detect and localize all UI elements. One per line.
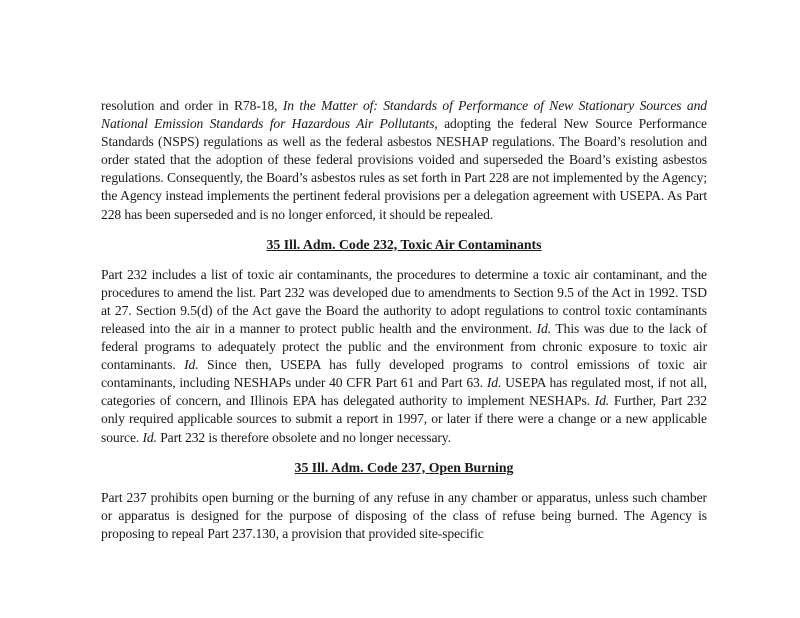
paragraph-text: This was due to the lack of federal programs to adequately protect the public and the environment from chronic exposure to toxic air contaminants. <box>101 320 707 373</box>
section-heading-part-232: 35 Ill. Adm. Code 232, Toxic Air Contaminants <box>266 236 542 252</box>
paragraph-text: Part 232 is therefore obsolete and no longer necessary. <box>156 429 451 445</box>
paragraph-part-228 <box>101 97 707 224</box>
document-body <box>101 97 707 543</box>
section-heading-part-237: 35 Ill. Adm. Code 237, Open Burning <box>294 459 514 475</box>
id-citation: Id. <box>536 320 552 336</box>
paragraph-part-237 <box>101 489 707 543</box>
id-citation: Id. <box>184 357 199 373</box>
case-title-citation: In the Matter of: Standards of Performance of New Stationary Sources and National Emission Standards for Hazardous Air Pollutants <box>101 98 707 132</box>
paragraph-text: Further, Part 232 only required applicable sources to submit a report in 1997, or later if there were a change or a new applicable source. <box>101 393 707 445</box>
paragraph-text: Part 232 includes a list of toxic air contaminants, the procedures to determine a toxic air contaminant, and the procedures to amend the list. Part 232 was developed due to amendments to Section 9.5 of the Act in 1992. TSD at 27. Section 9.5(d) of the Act gave the Board the authority to adopt regulations to control toxic contaminants released into the air in a manner to protect public health and the environment. <box>101 266 707 336</box>
id-citation: Id. <box>142 429 157 445</box>
paragraph-text: , adopting the federal New Source Performance Standards (NSPS) regulations as well as the federal asbestos NESHAP regulations. The Board’s resolution and order stated that the adoption of these federal provisions voided and superseded the Board’s existing asbestos regulations. Consequently, the Board’s asbestos rules as set forth in Part 228 are not implemented by the Agency; the Agency instead implements the pertinent federal provisions per a delegation agreement with USEPA. As Part 228 has been superseded and is no longer enforced, it should be repealed. <box>101 116 707 222</box>
id-citation: Id. <box>594 393 610 409</box>
id-citation: Id. <box>486 375 502 391</box>
paragraph-part-232 <box>101 266 707 447</box>
paragraph-text: Since then, USEPA has fully developed programs to control emissions of toxic air contaminants, including NESHAPs under 40 CFR Part 61 and Part 63. <box>101 357 707 391</box>
paragraph-text: USEPA has regulated most, if not all, categories of concern, and Illinois EPA has delegated authority to implement NESHAPs. <box>101 375 707 409</box>
paragraph-text: resolution and order in R78-18, <box>101 98 283 113</box>
paragraph-text: Part 237 prohibits open burning or the burning of any refuse in any chamber or apparatus, unless such chamber or apparatus is designed for the purpose of disposing of the class of refuse being burned. The Agency is proposing to repeal Part 237.130, a provision that provided site-specific <box>101 489 707 541</box>
